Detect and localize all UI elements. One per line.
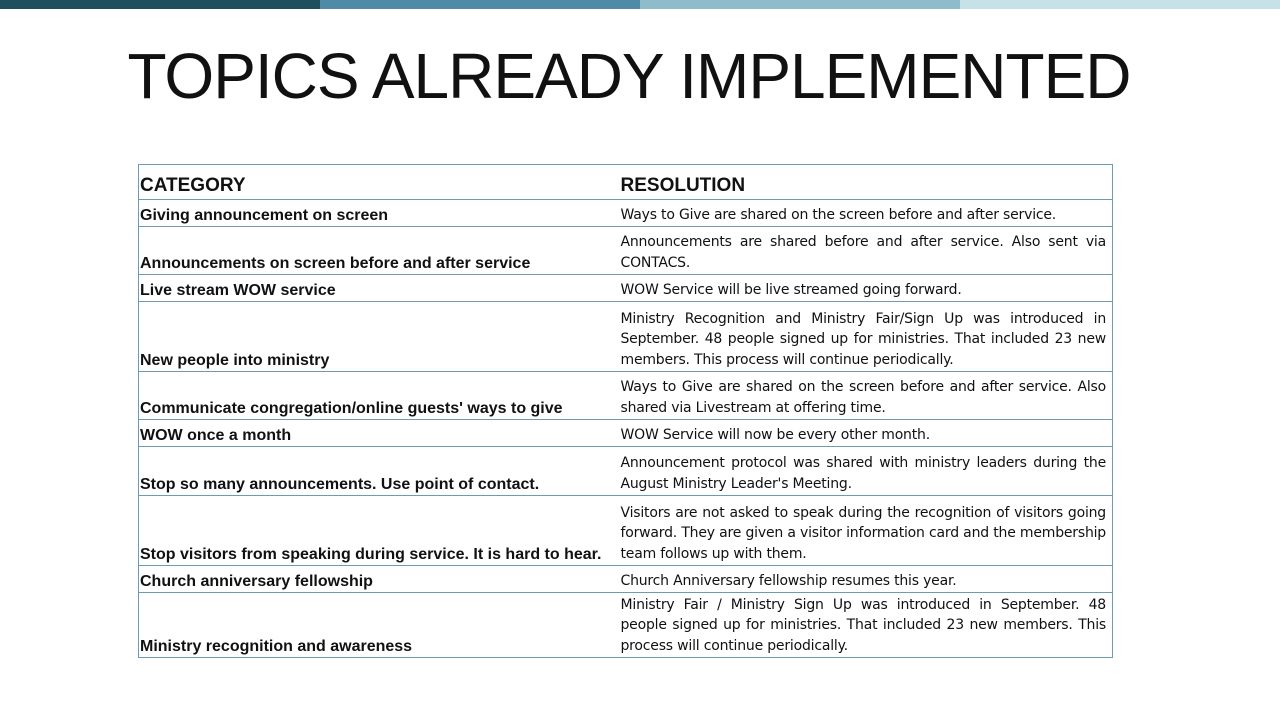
table-row — [139, 447, 1113, 496]
slide-title: TOPICS ALREADY IMPLEMENTED — [127, 40, 1131, 112]
accent-segment-2 — [320, 0, 640, 9]
resolution-cell: Ministry Fair / Ministry Sign Up was introduced in September. 48 people signed up for ministries. That included 23 new members. This process will continue periodically. — [620, 593, 1113, 658]
category-cell: WOW once a month — [139, 420, 620, 447]
category-cell: Giving announcement on screen — [139, 200, 620, 227]
accent-segment-4 — [960, 0, 1280, 9]
category-cell: Live stream WOW service — [139, 275, 620, 302]
table-header-row — [139, 165, 1113, 200]
category-header: CATEGORY — [139, 165, 620, 200]
category-cell: New people into ministry — [139, 302, 620, 372]
accent-segment-1 — [0, 0, 320, 9]
category-cell: Ministry recognition and awareness — [139, 593, 620, 658]
accent-segment-3 — [640, 0, 960, 9]
table-row — [139, 302, 1113, 372]
table-row — [139, 227, 1113, 275]
table-row — [139, 593, 1113, 658]
resolution-cell: Ways to Give are shared on the screen before and after service. — [620, 200, 1113, 227]
resolution-cell: Announcements are shared before and after service. Also sent via CONTACS. — [620, 227, 1113, 275]
category-cell: Stop visitors from speaking during service. It is hard to hear. — [139, 496, 620, 566]
accent-bar — [0, 0, 1280, 9]
table-row — [139, 200, 1113, 227]
table-row — [139, 566, 1113, 593]
table-row — [139, 420, 1113, 447]
table-row — [139, 372, 1113, 420]
resolution-header: RESOLUTION — [620, 165, 1113, 200]
resolution-cell: Church Anniversary fellowship resumes this year. — [620, 566, 1113, 593]
category-cell: Church anniversary fellowship — [139, 566, 620, 593]
resolution-cell: WOW Service will now be every other month. — [620, 420, 1113, 447]
topics-table-container — [138, 164, 1112, 658]
resolution-cell: Announcement protocol was shared with ministry leaders during the August Ministry Leader's Meeting. — [620, 447, 1113, 496]
resolution-cell: Ministry Recognition and Ministry Fair/Sign Up was introduced in September. 48 people signed up for ministries. That included 23 new members. This process will continue periodically. — [620, 302, 1113, 372]
table-row — [139, 275, 1113, 302]
resolution-cell: Ways to Give are shared on the screen before and after service. Also shared via Livestream at offering time. — [620, 372, 1113, 420]
topics-table — [138, 164, 1113, 658]
category-cell: Communicate congregation/online guests' ways to give — [139, 372, 620, 420]
resolution-cell: WOW Service will be live streamed going forward. — [620, 275, 1113, 302]
category-cell: Stop so many announcements. Use point of contact. — [139, 447, 620, 496]
table-row — [139, 496, 1113, 566]
category-cell: Announcements on screen before and after service — [139, 227, 620, 275]
resolution-cell: Visitors are not asked to speak during the recognition of visitors going forward. They are given a visitor information card and the membership team follows up with them. — [620, 496, 1113, 566]
